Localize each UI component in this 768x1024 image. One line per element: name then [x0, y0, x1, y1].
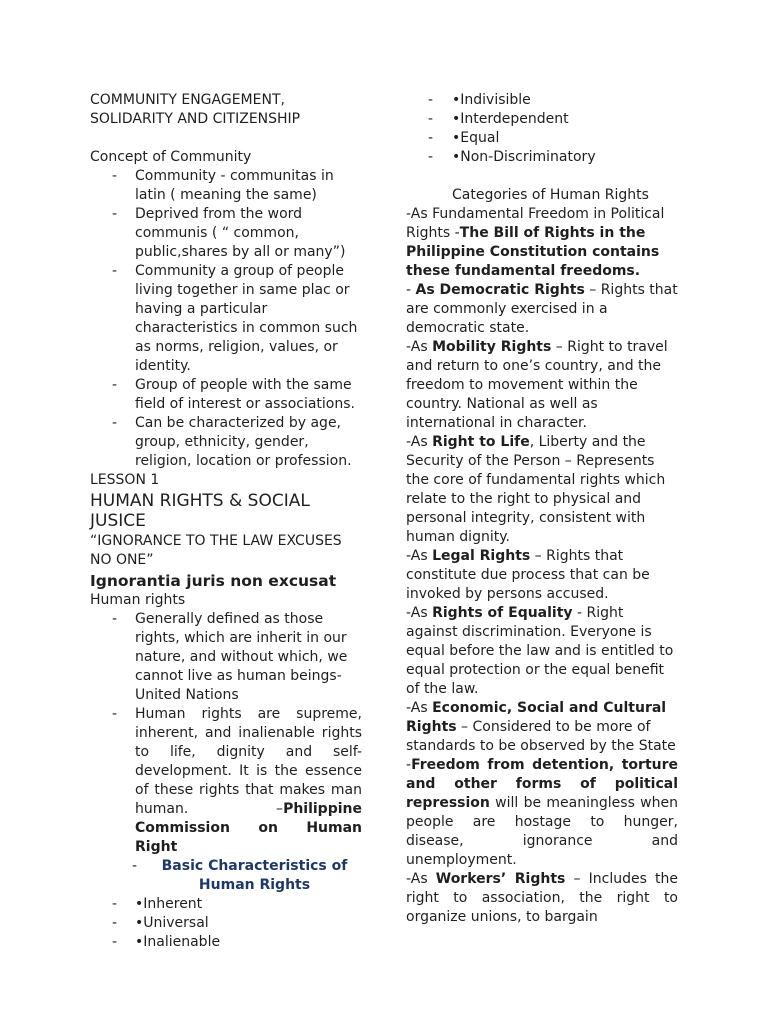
list-item: [90, 705, 362, 857]
lesson-title: HUMAN RIGHTS & SOCIAL JUSICE: [90, 491, 310, 531]
concept-heading: Concept of Community: [90, 149, 252, 165]
category-paragraph: - As Democratic Rights – Rights that are commonly exercised in a democratic state.: [406, 282, 678, 336]
human-rights-heading: Human rights: [90, 592, 186, 608]
category-paragraph: -As Mobility Rights – Right to travel and return to one’s country, and the freedom to movement within the country. National as well as international in character.: [406, 339, 668, 431]
list-item: - •Interdependent: [406, 110, 678, 129]
list-item: - •Equal: [406, 129, 678, 148]
category-paragraph: -As Economic, Social and Cultural Rights – Considered to be more of standards to be observed by the State: [406, 700, 676, 754]
doc-title-line1: COMMUNITY ENGAGEMENT,: [90, 92, 285, 108]
doc-title-line2: SOLIDARITY AND CITIZENSHIP: [90, 111, 301, 127]
categories-heading: Categories of Human Rights: [452, 187, 649, 203]
list-item: - •Universal: [90, 914, 362, 933]
list-item: - Group of people with the same field of interest or associations.: [90, 376, 362, 414]
list-item: - Community a group of people living together in same plac or having a particular characteristics in common such as norms, religion, values, or identity.: [90, 262, 362, 376]
category-paragraph: -As Workers’ Rights – Includes the right to association, the right to organize unions, to bargain: [406, 871, 678, 925]
right-column: [406, 91, 678, 927]
list-item: - Deprived from the word communis ( “ common, public,shares by all or many”): [90, 205, 362, 262]
lesson-label: LESSON 1: [90, 472, 160, 488]
list-item: - •Inherent: [90, 895, 362, 914]
list-item-bold: Philippine Commission on Human Right: [135, 801, 362, 855]
list-item: - •Inalienable: [90, 933, 362, 952]
list-item: - •Indivisible: [406, 91, 678, 110]
latin-phrase: Ignorantia juris non excusat: [90, 572, 337, 590]
list-item: - •Non-Discriminatory: [406, 148, 678, 167]
list-item: - Can be characterized by age, group, ethnicity, gender, religion, location or profession.: [90, 414, 362, 471]
concept-list: [90, 167, 362, 471]
list-item-text: Human rights are supreme, inherent, and inalienable rights to life, dignity and self-development. It is the essence of these rights that makes man human. –: [135, 706, 362, 817]
quote: “IGNORANCE TO THE LAW EXCUSES NO ONE”: [90, 533, 342, 568]
category-paragraph: -As Legal Rights – Rights that constitute due process that can be invoked by persons accused.: [406, 548, 650, 602]
category-paragraph: -As Rights of Equality - Right against discrimination. Everyone is equal before the law and is entitled to equal protection or the equal benefit of the law.: [406, 605, 674, 697]
human-rights-list: [90, 610, 362, 857]
left-column: [90, 91, 362, 952]
category-paragraph: -As Fundamental Freedom in Political Rights -The Bill of Rights in the Philippine Constitution contains these fundamental freedoms.: [406, 206, 665, 279]
category-paragraph: -As Right to Life, Liberty and the Security of the Person – Represents the core of fundamental rights which relate to the right to physical and personal integrity, consistent with human dignity.: [406, 434, 666, 545]
basic-characteristics-heading: Basic Characteristics of Human Rights: [161, 858, 348, 893]
characteristics-list-right: [406, 91, 678, 167]
basic-characteristics-heading-row: - Basic Characteristics of Human Rights: [90, 857, 362, 895]
list-item: - Community - communitas in latin ( meaning the same): [90, 167, 362, 205]
characteristics-list-left: [90, 895, 362, 952]
list-item: - Generally defined as those rights, which are inherit in our nature, and without which, we cannot live as human beings- United Nations: [90, 610, 362, 705]
category-paragraph: -Freedom from detention, torture and other forms of political repression will be meaningless when people are hostage to hunger, disease, ignorance and unemployment.: [406, 757, 678, 868]
